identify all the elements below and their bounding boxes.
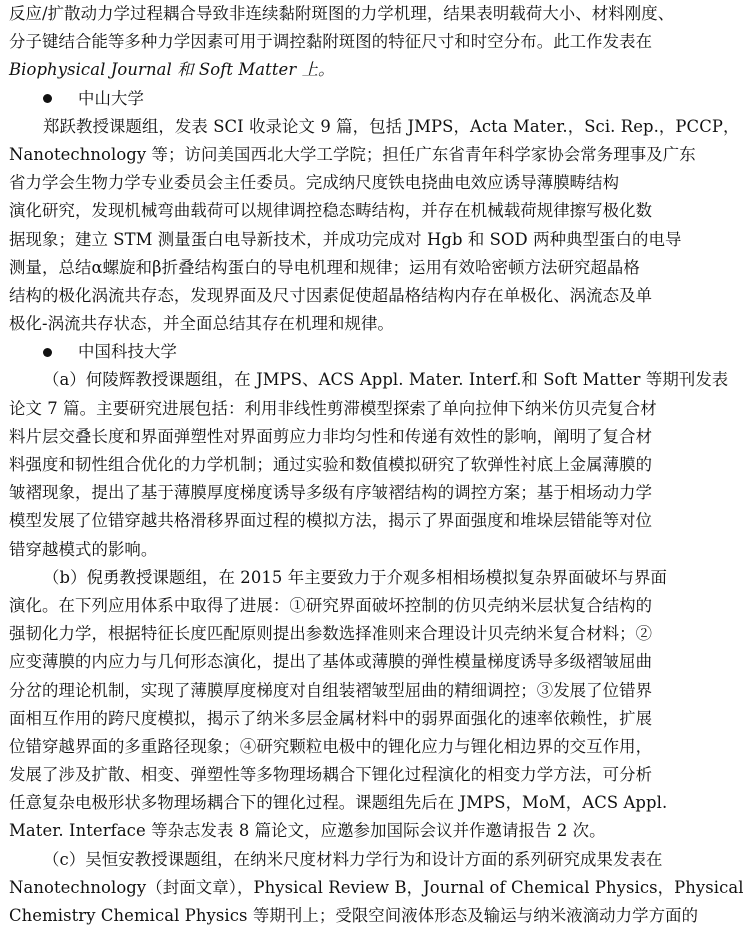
text-line: 料片层交叠长度和界面弹塑性对界面剪应力非均匀性和传递有效性的影响，阐明了复合材 xyxy=(9,426,653,446)
text-line: 料强度和韧性组合优化的力学机制；通过实验和数值模拟研究了软弹性衬底上金属薄膜的 xyxy=(9,455,653,474)
bullet-icon xyxy=(43,348,52,357)
text-line: 分子键结合能等多种力学因素可用于调控黏附斑图的特征尺寸和时空分布。此工作发表在 xyxy=(9,32,653,52)
text-line: 反应/扩散动力学过程耦合导致非连续黏附斑图的力学机理，结果表明载荷大小、材料刚度、 xyxy=(9,4,675,23)
text-line: 发展了涉及扩散、相变、弹塑性等多物理场耦合下锂化过程演化的相变力学方法，可分析 xyxy=(9,765,653,785)
text-line: 据现象；建立 STM 测量蛋白电导新技术，并成功完成对 Hgb 和 SOD 两种典型蛋白的电导 xyxy=(9,229,682,249)
text-line: 分岔的理论机制，实现了薄膜厚度梯度对自组装褶皱型屈曲的精细调控；③发展了位错界 xyxy=(9,680,653,700)
text-line: 错穿越模式的影响。 xyxy=(9,539,158,559)
text-line: 极化-涡流共存状态，并全面总结其存在机理和规律。 xyxy=(9,314,394,334)
text-line: Chemistry Chemical Physics 等期刊上；受限空间液体形态及输运与纳米液滴动力学方面的 xyxy=(9,906,699,925)
text-line: （c）吴恒安教授课题组，在纳米尺度材料力学行为和设计方面的系列研究成果发表在 xyxy=(43,849,663,869)
section-heading-ustc xyxy=(9,338,631,366)
text-line: 省力学会生物力学专业委员会主任委员。完成纳尺度铁电挠曲电效应诱导薄膜畴结构 xyxy=(9,173,620,193)
text-line: 结构的极化涡流共存态，发现界面及尺寸因素促使超晶格结构内存在单极化、涡流态及单 xyxy=(9,285,653,305)
section-heading-sysu xyxy=(9,85,631,113)
text-line: 演化研究，发现机械弯曲载荷可以规律调控稳态畴结构，并存在机械载荷规律擦写极化数 xyxy=(9,201,653,221)
text-line: （b）倪勇教授课题组，在 2015 年主要致力于介观多相相场模拟复杂界面破坏与界面 xyxy=(43,567,668,587)
text-line: 位错穿越界面的多重路径现象；④研究颗粒电极中的锂化应力与锂化相边界的交互作用， xyxy=(9,736,653,756)
text-line: Mater. Interface 等杂志发表 8 篇论文，应邀参加国际会议并作邀请报告 2 次。 xyxy=(9,821,606,841)
text-line: Nanotechnology（封面文章），Physical Review B，Journal of Chemical Physics，Physical xyxy=(9,877,744,897)
text-line: 强韧化力学，根据特征长度匹配原则提出参数选择准则来合理设计贝壳纳米复合材料；② xyxy=(9,624,653,644)
text-line: 应变薄膜的内应力与几何形态演化，提出了基体或薄膜的弹性模量梯度诱导多级褶皱屈曲 xyxy=(9,652,653,672)
text-line: 任意复杂电极形状多物理场耦合下的锂化过程。课题组先后在 JMPS，MoM，ACS Appl. xyxy=(9,793,668,813)
text-line: 论文 7 篇。主要研究进展包括：利用非线性剪滞模型探索了单向拉伸下纳米仿贝壳复合材 xyxy=(9,398,657,418)
text-line: Nanotechnology 等；访问美国西北大学工学院；担任广东省青年科学家协会常务理事及广东 xyxy=(9,144,696,164)
bullet-icon xyxy=(43,94,52,103)
text-line: 测量，总结α螺旋和β折叠结构蛋白的导电机理和规律；运用有效哈密顿方法研究超晶格 xyxy=(9,257,640,277)
text-line: 皱褶现象，提出了基于薄膜厚度梯度诱导多级有序皱褶结构的调控方案；基于相场动力学 xyxy=(9,483,653,503)
text-line: 面相互作用的跨尺度模拟，揭示了纳米多层金属材料中的弱界面强化的速率依赖性，扩展 xyxy=(9,708,653,728)
text-line: （a）何陵辉教授课题组，在 JMPS、ACS Appl. Mater. Interf.和 Soft Matter 等期刊发表 xyxy=(43,370,729,390)
section-heading-text: 中国科技大学 xyxy=(78,342,177,362)
text-line: 演化。在下列应用体系中取得了进展：①研究界面破坏控制的仿贝壳纳米层状复合结构的 xyxy=(9,595,653,615)
text-line: 模型发展了位错穿越共格滑移界面过程的模拟方法，揭示了界面强度和堆垛层错能等对位 xyxy=(9,511,653,531)
section-heading-text: 中山大学 xyxy=(78,88,144,108)
text-line: 郑跃教授课题组，发表 SCI 收录论文 9 篇，包括 JMPS，Acta Mater.，Sci. Rep.，PCCP， xyxy=(43,116,740,136)
text-line: Biophysical Journal 和 Soft Matter 上。 xyxy=(9,60,335,80)
